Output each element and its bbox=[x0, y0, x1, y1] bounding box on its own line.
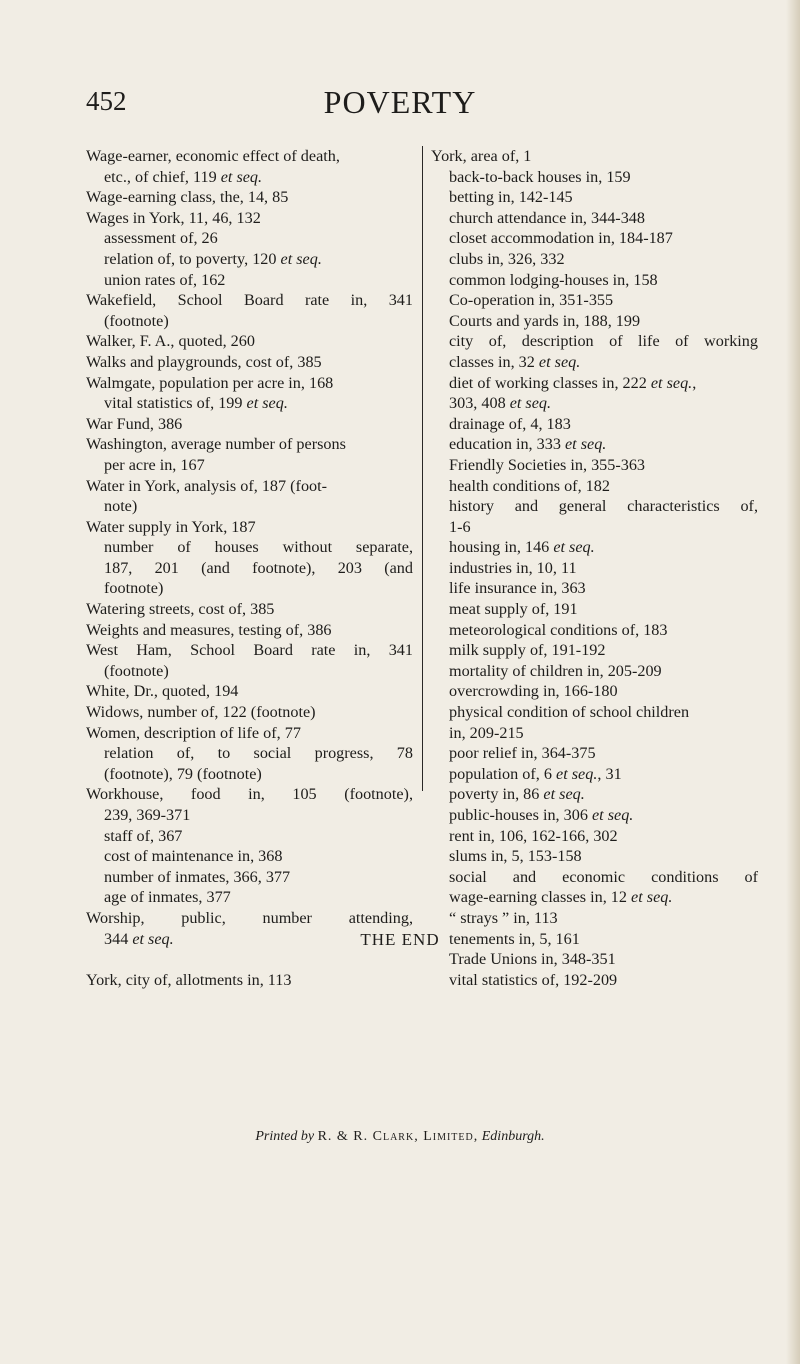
index-entry-text: relation of, to social progress, 78 bbox=[104, 744, 413, 763]
index-entry-text: cost of maintenance in, 368 bbox=[104, 847, 283, 866]
page-edge-shadow bbox=[786, 0, 800, 1364]
index-entry-text: staff of, 367 bbox=[104, 826, 183, 845]
index-entry-text: Washington, average number of persons bbox=[86, 435, 346, 454]
index-entry-text: 303, 408 bbox=[449, 394, 510, 413]
index-entry-italic: et seq. bbox=[132, 929, 174, 948]
index-entry bbox=[86, 887, 413, 908]
index-entry bbox=[86, 373, 413, 394]
index-entry bbox=[431, 228, 758, 249]
index-entry-text: back-to-back houses in, 159 bbox=[449, 167, 631, 186]
index-entry-text: note) bbox=[104, 497, 138, 516]
index-entry-text: industries in, 10, 11 bbox=[449, 558, 577, 577]
index-entry bbox=[86, 620, 413, 641]
index-entry bbox=[431, 558, 758, 579]
index-entry bbox=[431, 743, 758, 764]
index-entry bbox=[86, 146, 413, 167]
index-entry-text: York, area of, 1 bbox=[431, 147, 532, 165]
index-entry bbox=[431, 578, 758, 599]
imprint-place: Edinburgh. bbox=[481, 1129, 545, 1144]
index-entry-text: poor relief in, 364-375 bbox=[449, 744, 596, 763]
index-entry bbox=[431, 846, 758, 867]
index-entry-italic: et seq. bbox=[220, 167, 263, 186]
index-entry-text: Wage-earner, economic effect of death, bbox=[86, 147, 340, 165]
index-entry-italic: et seq. bbox=[509, 394, 552, 413]
index-entry-italic: et seq. bbox=[538, 352, 581, 371]
index-entry bbox=[431, 208, 758, 229]
index-entry-text: (footnote) bbox=[104, 661, 169, 680]
index-entry bbox=[86, 537, 413, 558]
index-entry bbox=[86, 228, 413, 249]
index-entry bbox=[431, 620, 758, 641]
page-number: 452 bbox=[86, 86, 127, 116]
index-entry bbox=[431, 270, 758, 291]
index-entry-text: Watering streets, cost of, 385 bbox=[86, 600, 275, 619]
index-entry-text: 344 bbox=[104, 929, 133, 948]
index-entry bbox=[431, 764, 758, 785]
index-entry-italic: et seq. bbox=[556, 764, 598, 783]
index-entry bbox=[86, 558, 413, 579]
index-entry-text: slums in, 5, 153-158 bbox=[449, 847, 582, 866]
index-entry-text: overcrowding in, 166-180 bbox=[449, 682, 618, 701]
index-entry bbox=[431, 373, 758, 394]
index-entry-italic: et seq. bbox=[246, 394, 288, 413]
index-entry bbox=[431, 167, 758, 188]
index-entry bbox=[86, 249, 413, 270]
index-entry-text: Friendly Societies in, 355-363 bbox=[449, 455, 646, 474]
index-entry-text: in, 209-215 bbox=[449, 723, 524, 742]
index-entry bbox=[86, 434, 413, 455]
index-entry bbox=[431, 290, 758, 311]
index-entry bbox=[431, 537, 758, 558]
running-title: POVERTY bbox=[323, 84, 477, 120]
index-entry-text: footnote) bbox=[104, 579, 164, 598]
index-entry-text: population of, 6 bbox=[449, 764, 557, 783]
index-entry-text: per acre in, 167 bbox=[104, 455, 205, 474]
index-entry-text: education in, 333 bbox=[449, 435, 565, 454]
index-entry bbox=[86, 846, 413, 867]
column-divider bbox=[422, 146, 423, 791]
index-entry bbox=[86, 681, 413, 702]
index-entry-italic: et seq. bbox=[650, 373, 693, 392]
index-entry-text: (footnote), 79 (footnote) bbox=[104, 764, 262, 783]
index-entry bbox=[86, 764, 413, 785]
index-entry-text: life insurance in, 363 bbox=[449, 579, 586, 598]
index-entry bbox=[431, 805, 758, 826]
index-entry bbox=[431, 517, 758, 538]
index-entry bbox=[86, 826, 413, 847]
index-entry-text: meteorological conditions of, 183 bbox=[449, 620, 668, 639]
index-column-left bbox=[86, 146, 413, 991]
index-entry-text: union rates of, 162 bbox=[104, 270, 226, 289]
index-entry-text: Wage-earning class, the, 14, 85 bbox=[86, 188, 289, 207]
index-entry-text: War Fund, 386 bbox=[86, 414, 183, 433]
index-entry bbox=[86, 414, 413, 435]
index-entry bbox=[431, 867, 758, 888]
index-entry-text: drainage of, 4, 183 bbox=[449, 414, 571, 433]
index-entry bbox=[86, 311, 413, 332]
index-entry-text: 187, 201 (and footnote), 203 (and bbox=[104, 558, 413, 577]
index-entry-text: vital statistics of, 192-209 bbox=[449, 970, 618, 989]
index-entry bbox=[431, 702, 758, 723]
index-entry-text: tenements in, 5, 161 bbox=[449, 929, 580, 948]
index-entry-text: common lodging-houses in, 158 bbox=[449, 270, 658, 289]
index-entry-text: poverty in, 86 bbox=[449, 785, 544, 804]
index-entry bbox=[431, 496, 758, 517]
index-entry bbox=[431, 970, 758, 991]
index-entry-text: etc., of chief, 119 bbox=[104, 167, 221, 186]
index-entry bbox=[431, 455, 758, 476]
index-entry-text: rent in, 106, 162-166, 302 bbox=[449, 826, 618, 845]
index-entry bbox=[86, 290, 413, 311]
index-entry-text: wage-earning classes in, 12 bbox=[449, 888, 632, 907]
index-entry-text: number of inmates, 366, 377 bbox=[104, 867, 291, 886]
index-entry bbox=[431, 393, 758, 414]
index-entry bbox=[431, 434, 758, 455]
index-entry-text: York, city of, allotments in, 113 bbox=[86, 971, 292, 990]
index-entry-text: city of, description of life of working bbox=[449, 332, 758, 351]
index-entry bbox=[431, 476, 758, 497]
index-entry-text: meat supply of, 191 bbox=[449, 600, 578, 619]
index-entry-text: clubs in, 326, 332 bbox=[449, 249, 565, 268]
index-entry bbox=[431, 681, 758, 702]
index-entry bbox=[86, 270, 413, 291]
index-entry bbox=[431, 640, 758, 661]
index-entry-text: closet accommodation in, 184-187 bbox=[449, 229, 673, 248]
index-entry-text: betting in, 142-145 bbox=[449, 188, 573, 207]
index-entry-text: “ strays ” in, 113 bbox=[449, 908, 558, 927]
index-entry bbox=[86, 496, 413, 517]
index-entry-text: Worship, public, number attending, bbox=[86, 908, 413, 927]
index-entry-text: classes in, 32 bbox=[449, 352, 539, 371]
index-entry bbox=[86, 970, 413, 991]
index-entry bbox=[86, 661, 413, 682]
index-entry bbox=[431, 661, 758, 682]
index-entry bbox=[86, 476, 413, 497]
index-entry-text: history and general characteristics of, bbox=[449, 497, 758, 516]
index-entry bbox=[431, 723, 758, 744]
index-entry bbox=[431, 784, 758, 805]
index-entry bbox=[431, 949, 758, 970]
index-entry-italic: et seq. bbox=[631, 888, 673, 907]
index-entry bbox=[86, 167, 413, 188]
index-entry-italic: et seq. bbox=[564, 435, 607, 454]
index-entry bbox=[86, 599, 413, 620]
index-entry-text: vital statistics of, 199 bbox=[104, 394, 247, 413]
index-entry-italic: et seq. bbox=[553, 538, 595, 557]
index-entry-text: Walker, F. A., quoted, 260 bbox=[86, 332, 255, 351]
index-entry bbox=[86, 784, 413, 805]
index-entry bbox=[86, 805, 413, 826]
index-entry-text: number of houses without separate, bbox=[104, 538, 413, 557]
index-entry bbox=[86, 517, 413, 538]
index-entry-text: Courts and yards in, 188, 199 bbox=[449, 311, 641, 330]
index-entry-text: Women, description of life of, 77 bbox=[86, 723, 301, 742]
index-entry-text: church attendance in, 344-348 bbox=[449, 208, 645, 227]
index-entry bbox=[431, 826, 758, 847]
index-entry bbox=[431, 599, 758, 620]
index-column-right bbox=[431, 146, 758, 990]
spacer bbox=[86, 949, 413, 970]
index-entry-text: 1-6 bbox=[449, 517, 471, 536]
index-entry-text: Workhouse, food in, 105 (footnote), bbox=[86, 785, 413, 804]
index-entry bbox=[431, 187, 758, 208]
end-mark: THE END bbox=[360, 930, 440, 949]
index-entry-text: health conditions of, 182 bbox=[449, 476, 610, 495]
index-entry bbox=[86, 743, 413, 764]
index-entry-text: social and economic conditions of bbox=[449, 867, 758, 886]
index-entry-text: Walks and playgrounds, cost of, 385 bbox=[86, 352, 322, 371]
index-entry-text: Widows, number of, 122 (footnote) bbox=[86, 703, 316, 722]
index-entry-italic: et seq. bbox=[280, 249, 322, 268]
index-entry bbox=[431, 146, 758, 167]
index-entry-text: assessment of, 26 bbox=[104, 229, 218, 248]
index-entry bbox=[86, 578, 413, 599]
index-entry bbox=[431, 352, 758, 373]
index-entry-suffix: , 31 bbox=[597, 764, 622, 783]
index-entry-text: Wakefield, School Board rate in, 341 bbox=[86, 291, 413, 310]
index-entry bbox=[86, 187, 413, 208]
imprint-printed-by: Printed by bbox=[255, 1129, 315, 1144]
index-entry bbox=[431, 887, 758, 908]
index-entry bbox=[431, 249, 758, 270]
index-entry-italic: et seq. bbox=[591, 806, 634, 824]
index-entry-suffix: , bbox=[692, 373, 697, 392]
index-entry-text: public-houses in, 306 bbox=[449, 806, 592, 824]
index-entry-text: Co-operation in, 351-355 bbox=[449, 291, 614, 310]
index-entry-text: West Ham, School Board rate in, 341 bbox=[86, 641, 413, 660]
index-entry-text: relation of, to poverty, 120 bbox=[104, 249, 281, 268]
index-entry-text: diet of working classes in, 222 bbox=[449, 373, 651, 392]
index-entry bbox=[431, 311, 758, 332]
index-entry-text: Trade Unions in, 348-351 bbox=[449, 950, 616, 969]
index-entry-text: Weights and measures, testing of, 386 bbox=[86, 620, 332, 639]
index-entry bbox=[431, 414, 758, 435]
imprint-printer: R. & R. Clark, Limited, bbox=[317, 1129, 479, 1144]
index-entry bbox=[86, 352, 413, 373]
index-entry bbox=[86, 723, 413, 744]
index-entry-text: age of inmates, 377 bbox=[104, 888, 231, 907]
index-entry-text: Water in York, analysis of, 187 (foot- bbox=[86, 476, 328, 495]
index-entry bbox=[86, 640, 413, 661]
index-entry-text: 239, 369-371 bbox=[104, 806, 191, 824]
index-entry-italic: et seq. bbox=[543, 785, 585, 804]
index-entry bbox=[431, 908, 758, 929]
index-entry bbox=[86, 867, 413, 888]
index-entry-text: housing in, 146 bbox=[449, 538, 554, 557]
index-entry bbox=[86, 455, 413, 476]
index-entry-text: mortality of children in, 205-209 bbox=[449, 661, 662, 680]
index-entry bbox=[431, 331, 758, 352]
index-entry bbox=[86, 393, 413, 414]
index-entry-text: Wages in York, 11, 46, 132 bbox=[86, 208, 261, 227]
index-entry-text: milk supply of, 191-192 bbox=[449, 641, 606, 660]
index-entry bbox=[86, 702, 413, 723]
printer-imprint bbox=[0, 1129, 800, 1145]
index-entry-text: White, Dr., quoted, 194 bbox=[86, 682, 239, 701]
index-entry-text: (footnote) bbox=[104, 311, 169, 330]
index-entry bbox=[86, 208, 413, 229]
index-entry-text: Walmgate, population per acre in, 168 bbox=[86, 373, 334, 392]
index-entry bbox=[86, 908, 413, 929]
index-entry bbox=[86, 331, 413, 352]
index-entry-text: Water supply in York, 187 bbox=[86, 517, 256, 536]
index-entry-text: physical condition of school children bbox=[449, 703, 690, 722]
